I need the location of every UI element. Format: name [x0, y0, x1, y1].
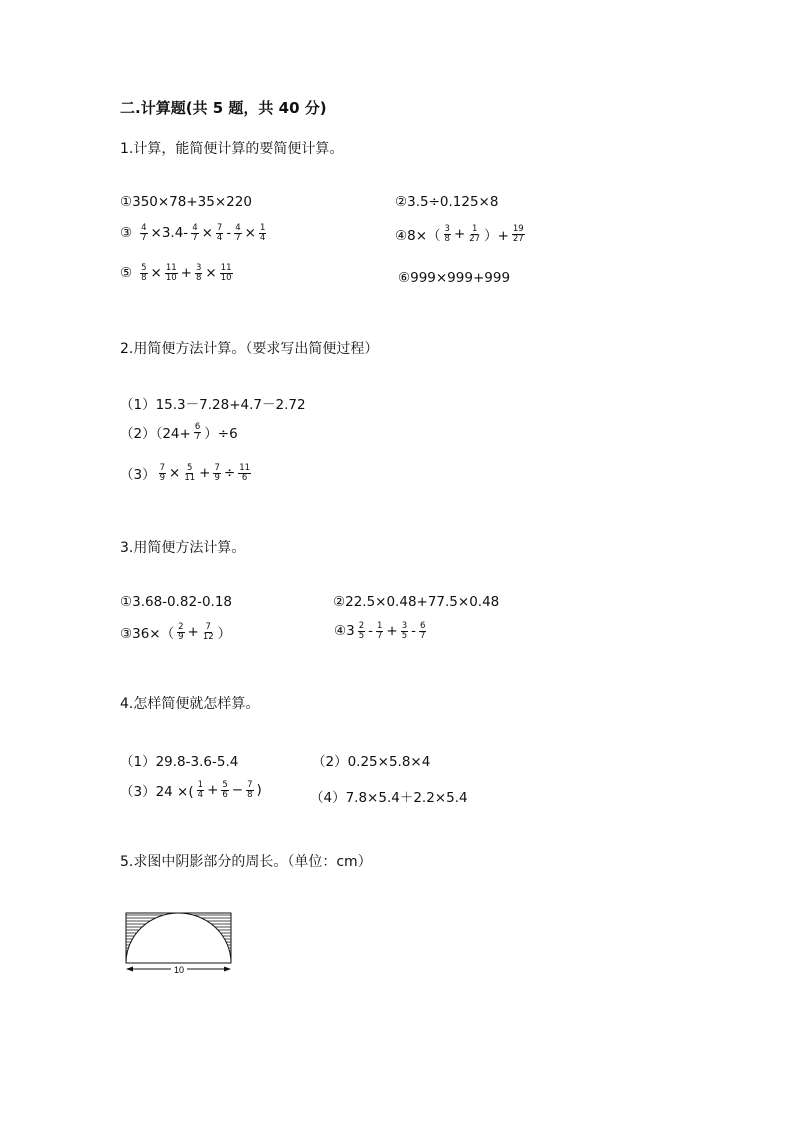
q1-item-5-mark: ⑤	[120, 265, 133, 282]
q4-item-3	[120, 780, 262, 800]
q3-item-4-pre: ④3	[334, 623, 355, 640]
q1-item-4-pre: ④8×（	[395, 228, 441, 244]
q2-item-2	[120, 422, 238, 442]
shaded-region	[126, 915, 231, 963]
section-title: 二.计算题(共 5 题，共 40 分)	[120, 99, 327, 117]
arrow-left-icon	[126, 967, 133, 972]
fraction: $\frac{4}{7}$	[192, 223, 198, 243]
fraction: $\frac{1}{4}$	[197, 779, 204, 800]
fraction: $\frac{1}{4}$	[259, 223, 266, 243]
q1-item-3-op: -	[226, 225, 232, 242]
semicircle-figure	[118, 905, 242, 981]
q1-item-4	[395, 224, 528, 244]
fraction: $\frac{2}{5}$	[358, 621, 365, 641]
fraction: $\frac{11}{10}$	[220, 263, 232, 283]
q3-item-4-op: -	[368, 623, 373, 640]
rectangle-outline	[126, 913, 231, 963]
q4-item-3-op: +	[207, 782, 219, 798]
q2-item-2-pre: （2）（24+	[120, 426, 191, 442]
q1-item-5-op: +	[180, 265, 192, 282]
figure-width-label: 10	[173, 965, 185, 975]
fraction: $\frac{6}{7}$	[194, 421, 201, 442]
q2-prompt: 2.用简便方法计算。（要求写出简便过程）	[120, 341, 379, 357]
q3-item-3	[120, 622, 231, 642]
q2-item-3-op: ÷	[223, 465, 236, 481]
fraction: $\frac{6}{7}$	[420, 621, 426, 641]
q2-item-3	[120, 463, 254, 483]
q4-item-2: （2）0.25×5.8×4	[312, 754, 431, 770]
q3-item-2: ②22.5×0.48+77.5×0.48	[333, 594, 500, 610]
fraction: $\frac{11}{6}$	[239, 462, 251, 483]
q3-item-4-op: +	[386, 623, 398, 640]
q4-item-3-pre: （3）24 ×(	[120, 784, 194, 800]
fraction: $\frac{19}{27}$	[512, 223, 524, 244]
fraction: $\frac{1}{7}$	[377, 621, 383, 641]
q1-item-4-op: ）+	[484, 228, 509, 244]
fraction: $\frac{5}{6}$	[222, 779, 228, 800]
fraction: $\frac{7}{9}$	[214, 462, 220, 483]
q3-item-1: ①3.68-0.82-0.18	[120, 594, 233, 610]
q2-item-3-op: ×	[169, 465, 181, 481]
q3-item-3-op: +	[187, 624, 199, 640]
q3-item-4-op: -	[411, 623, 417, 640]
semicircle-arc	[126, 913, 231, 963]
q1-item-5	[120, 264, 236, 283]
fraction: $\frac{4}{7}$	[235, 223, 241, 243]
q1-item-3	[120, 224, 269, 243]
q4-item-1: （1）29.8-3.6-5.4	[120, 754, 239, 770]
q4-item-3-op: −	[231, 782, 244, 798]
q5-prompt: 5.求图中阴影部分的周长。（单位：cm）	[120, 854, 372, 870]
q1-item-3-op: ×	[244, 225, 256, 242]
q2-item-2-post: ）÷6	[204, 426, 238, 442]
fraction: $\frac{7}{4}$	[216, 223, 223, 243]
q3-item-3-pre: ③36×（	[120, 626, 175, 642]
q1-item-6: ⑥999×999+999	[398, 270, 511, 286]
fraction: $\frac{2}{9}$	[178, 621, 184, 642]
fraction: $\frac{3}{5}$	[401, 621, 408, 641]
fraction: $\frac{4}{7}$	[141, 223, 147, 243]
q2-item-3-op: +	[199, 465, 211, 481]
q4-prompt: 4.怎样简便就怎样算。	[120, 696, 260, 712]
q1-prompt: 1.计算，能简便计算的要简便计算。	[120, 141, 344, 157]
q1-item-2: ②3.5÷0.125×8	[395, 194, 499, 210]
fraction: $\frac{3}{8}$	[444, 223, 450, 244]
fraction: $\frac{7}{9}$	[159, 462, 166, 483]
fraction: $\frac{1}{27}$	[469, 223, 481, 244]
q4-item-4: （4）7.8×5.4＋2.2×5.4	[310, 790, 468, 806]
q1-item-3-op: ×	[201, 225, 213, 242]
q2-item-1: （1）15.3－7.28+4.7－2.72	[120, 397, 306, 413]
q2-item-3-pre: （3）	[120, 467, 156, 483]
q1-item-5-op: ×	[150, 265, 162, 282]
q1-item-4-op: +	[453, 226, 466, 242]
q3-prompt: 3.用简便方法计算。	[120, 540, 246, 556]
fraction: $\frac{3}{8}$	[195, 263, 202, 283]
q1-item-1: ①350×78+35×220	[120, 194, 252, 210]
fraction: $\frac{11}{10}$	[165, 263, 177, 283]
fraction: $\frac{5}{11}$	[184, 462, 196, 483]
fraction: $\frac{7}{8}$	[247, 779, 253, 800]
arrow-right-icon	[224, 967, 231, 972]
q3-item-3-post: ）	[217, 626, 232, 642]
q1-item-5-op: ×	[205, 265, 217, 282]
q4-item-3-post: )	[256, 782, 262, 798]
q1-item-3-mark: ③	[120, 225, 133, 242]
fraction: $\frac{7}{12}$	[202, 621, 214, 642]
q3-item-4	[334, 622, 429, 641]
q1-item-3-op: ×3.4-	[150, 225, 189, 242]
fraction: $\frac{5}{8}$	[141, 263, 147, 283]
